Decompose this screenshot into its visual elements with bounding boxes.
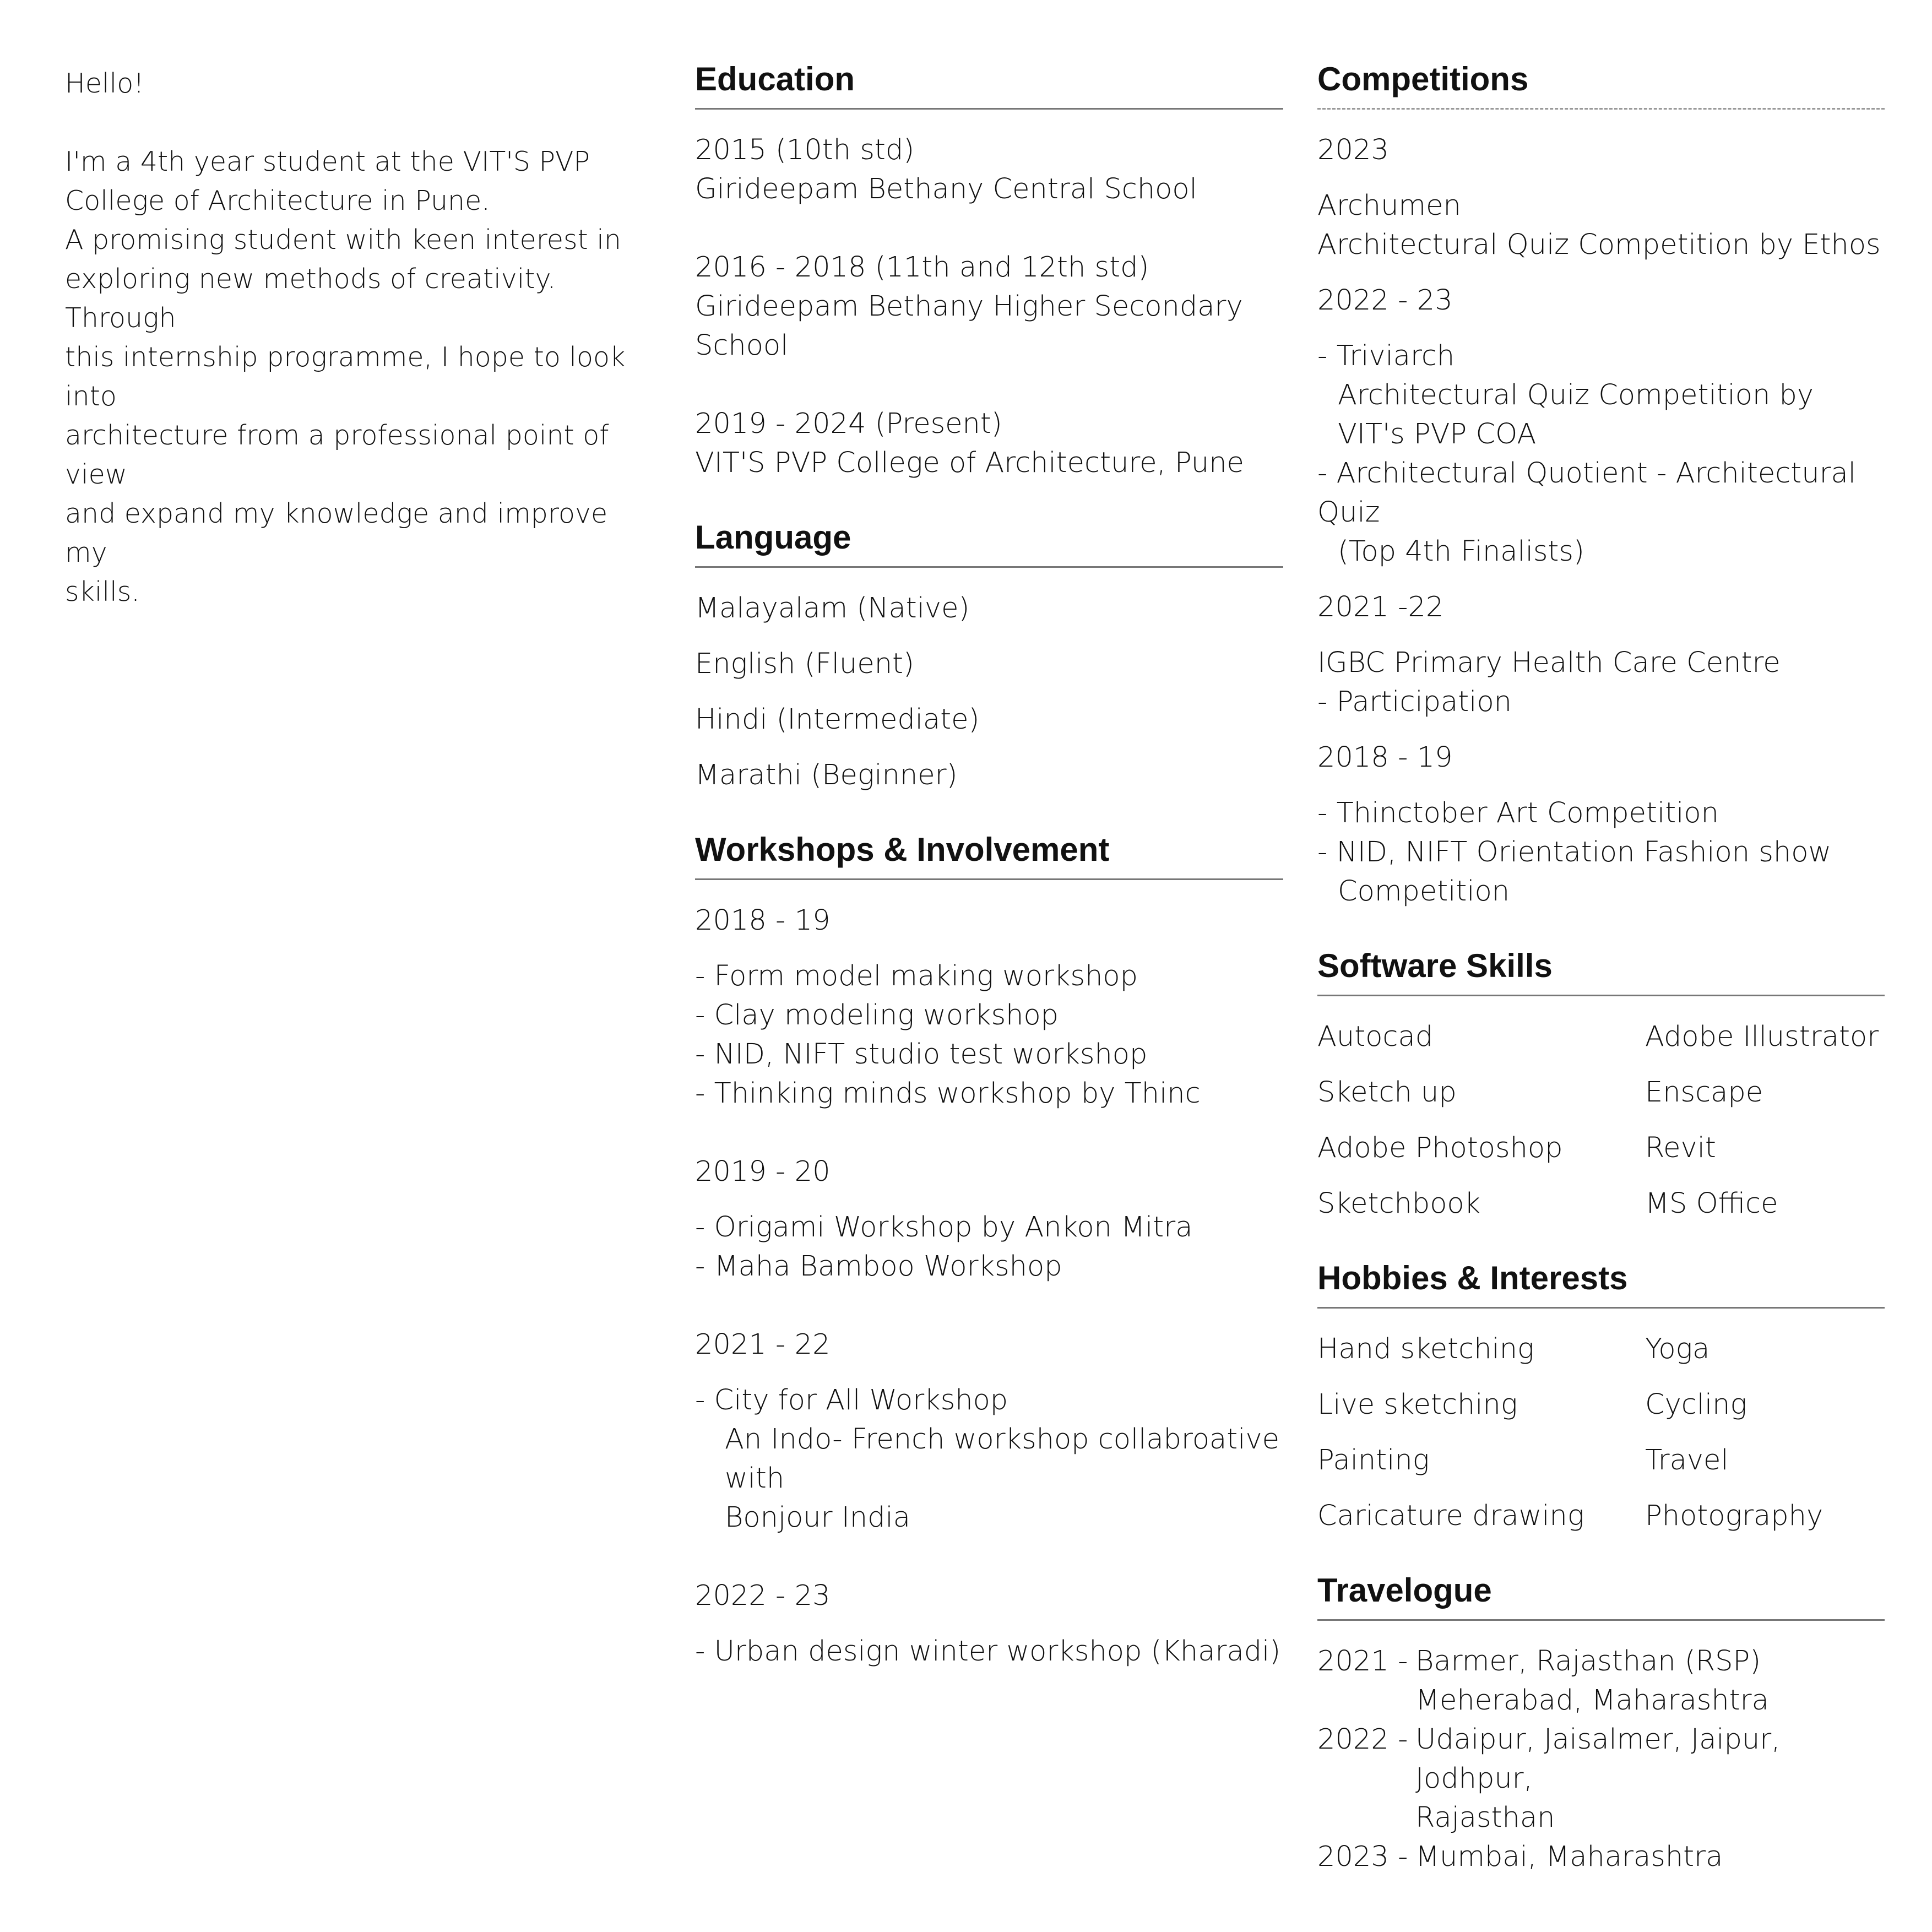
workshop-group: [695, 1325, 1283, 1537]
hobby-item: Photography: [1645, 1500, 1824, 1532]
language-item: Marathi (Beginner): [695, 759, 958, 791]
workshop-item: - Form model making workshop: [695, 960, 1138, 992]
section-title-hobbies: Hobbies & Interests: [1317, 1256, 1885, 1309]
education-period: 2015 (10th std): [695, 134, 915, 166]
travelogue-body: [1317, 1621, 1885, 1876]
workshop-item: - Maha Bamboo Workshop: [695, 1250, 1062, 1283]
workshop-item: - Clay modeling workshop: [695, 999, 1059, 1032]
hobby-item: Hand sketching: [1317, 1333, 1534, 1365]
travel-places: [1415, 1642, 1885, 1720]
travel-places: [1415, 1720, 1885, 1837]
workshop-group: [695, 1152, 1283, 1286]
competition-entry: [1317, 643, 1885, 721]
competition-line: (Top 4th Finalists): [1338, 535, 1584, 568]
travel-place: Barmer, Rajasthan (RSP): [1415, 1645, 1761, 1678]
workshop-group: [695, 901, 1283, 1113]
education-entry: [695, 404, 1283, 482]
intro-line: this internship programme, I hope to look into: [65, 341, 626, 412]
software-item: Revit: [1645, 1132, 1716, 1164]
section-title-travelogue: Travelogue: [1317, 1569, 1885, 1621]
section-title-education: Education: [695, 57, 1283, 110]
right-column: [1317, 57, 1885, 1876]
workshop-item-detail: An Indo- French workshop collabroative with: [725, 1423, 1280, 1495]
software-item: Sketchbook: [1317, 1187, 1481, 1220]
workshop-item: - Origami Workshop by Ankon Mitra: [695, 1211, 1193, 1244]
travel-entry: [1317, 1837, 1885, 1876]
software-section: [1317, 944, 1885, 1223]
travelogue-section: [1317, 1569, 1885, 1876]
education-school: VIT'S PVP College of Architecture, Pune: [695, 447, 1244, 479]
competition-line: IGBC Primary Health Care Centre: [1317, 647, 1781, 679]
travel-year: 2021 -: [1317, 1645, 1408, 1678]
competition-year: 2021 -22: [1317, 591, 1444, 623]
section-title-language: Language: [695, 515, 1283, 568]
competition-entry: [1317, 337, 1885, 571]
software-item: Sketch up: [1317, 1076, 1457, 1109]
education-period: 2019 - 2024 (Present): [695, 408, 1002, 440]
workshops-body: [695, 880, 1283, 1671]
competition-line: - Architectural Quotient - Architectural Quiz: [1317, 457, 1856, 529]
competition-line: VIT's PVP COA: [1338, 418, 1537, 451]
software-item: Autocad: [1317, 1021, 1434, 1053]
section-title-competitions: Competitions: [1317, 57, 1885, 110]
education-entry: [695, 131, 1283, 209]
intro-column: [65, 64, 643, 611]
workshop-year: 2022 - 23: [695, 1580, 831, 1612]
education-period: 2016 - 2018 (11th and 12th std): [695, 251, 1149, 284]
intro-line: skills.: [65, 576, 140, 607]
middle-column: [695, 57, 1283, 1704]
hobby-item: Caricature drawing: [1317, 1500, 1584, 1532]
travel-place: Meherabad, Maharashtra: [1415, 1684, 1769, 1717]
intro-line: exploring new methods of creativity. Through: [65, 263, 556, 334]
hobby-item: Painting: [1317, 1444, 1430, 1477]
section-title-workshops: Workshops & Involvement: [695, 828, 1283, 880]
greeting: Hello!: [65, 68, 144, 99]
language-item: Hindi (Intermediate): [695, 703, 980, 736]
software-item: Adobe Illustrator: [1645, 1021, 1879, 1053]
hobbies-section: [1317, 1256, 1885, 1535]
travel-year: 2022 -: [1317, 1723, 1408, 1756]
workshop-year: 2019 - 20: [695, 1155, 831, 1188]
workshops-section: [695, 828, 1283, 1671]
competition-year: 2022 - 23: [1317, 284, 1453, 317]
hobby-item: Travel: [1645, 1444, 1729, 1477]
competition-line: Architectural Quiz Competition by Ethos: [1317, 229, 1881, 261]
competition-year: 2018 - 19: [1317, 741, 1453, 774]
hobbies-grid: [1317, 1309, 1885, 1535]
competition-line: - Triviarch: [1317, 340, 1455, 372]
travel-place: Rajasthan: [1415, 1801, 1555, 1834]
software-item: MS Office: [1645, 1187, 1778, 1220]
language-body: [695, 568, 1283, 795]
travel-year: 2023 -: [1317, 1841, 1408, 1873]
language-section: [695, 515, 1283, 795]
travel-places: [1415, 1837, 1885, 1876]
language-item: English (Fluent): [695, 648, 914, 680]
intro-line: A promising student with keen interest in: [65, 224, 621, 256]
education-entry: [695, 248, 1283, 365]
intro-line: architecture from a professional point of view: [65, 420, 609, 490]
workshop-item: - Urban design winter workshop (Kharadi): [695, 1635, 1281, 1668]
education-school: Girideepam Bethany Central School: [695, 173, 1197, 205]
competition-entry: [1317, 186, 1885, 264]
section-title-software: Software Skills: [1317, 944, 1885, 996]
competition-entry: [1317, 794, 1885, 911]
workshop-item: - Thinking minds workshop by Thinc: [695, 1077, 1201, 1110]
travel-entry: [1317, 1720, 1885, 1837]
education-body: [695, 110, 1283, 482]
travel-place: Udaipur, Jaisalmer, Jaipur, Jodhpur,: [1415, 1723, 1781, 1795]
hobby-item: Cycling: [1645, 1388, 1748, 1421]
competition-line: Archumen: [1317, 189, 1461, 222]
education-school: Girideepam Bethany Higher Secondary School: [695, 290, 1243, 362]
workshop-year: 2021 - 22: [695, 1328, 831, 1361]
workshop-item: - City for All Workshop: [695, 1384, 1008, 1417]
software-grid: [1317, 996, 1885, 1223]
workshop-year: 2018 - 19: [695, 904, 831, 937]
competition-line: - Thinctober Art Competition: [1317, 797, 1719, 829]
language-item: Malayalam (Native): [695, 592, 970, 625]
workshop-item-detail: Bonjour India: [725, 1501, 910, 1534]
travel-entry: [1317, 1642, 1885, 1720]
competitions-section: [1317, 57, 1885, 911]
intro-line: I'm a 4th year student at the VIT'S PVP: [65, 146, 590, 177]
competition-line: - NID, NIFT Orientation Fashion show: [1317, 836, 1832, 869]
hobby-item: Yoga: [1645, 1333, 1710, 1365]
software-item: Adobe Photoshop: [1317, 1132, 1563, 1164]
hobby-item: Live sketching: [1317, 1388, 1518, 1421]
competition-year: 2023: [1317, 134, 1389, 166]
intro-line: and expand my knowledge and improve my: [65, 498, 608, 568]
travel-place: Mumbai, Maharashtra: [1415, 1841, 1723, 1873]
intro-line: College of Architecture in Pune.: [65, 185, 490, 216]
workshop-item: - NID, NIFT studio test workshop: [695, 1038, 1148, 1071]
education-section: [695, 57, 1283, 482]
competition-line: - Participation: [1317, 686, 1512, 718]
workshop-group: [695, 1576, 1283, 1671]
competition-line: Architectural Quiz Competition by: [1338, 379, 1814, 411]
software-item: Enscape: [1645, 1076, 1763, 1109]
competitions-body: [1317, 110, 1885, 911]
competition-line: Competition: [1338, 875, 1510, 908]
intro-paragraph: [65, 142, 643, 611]
